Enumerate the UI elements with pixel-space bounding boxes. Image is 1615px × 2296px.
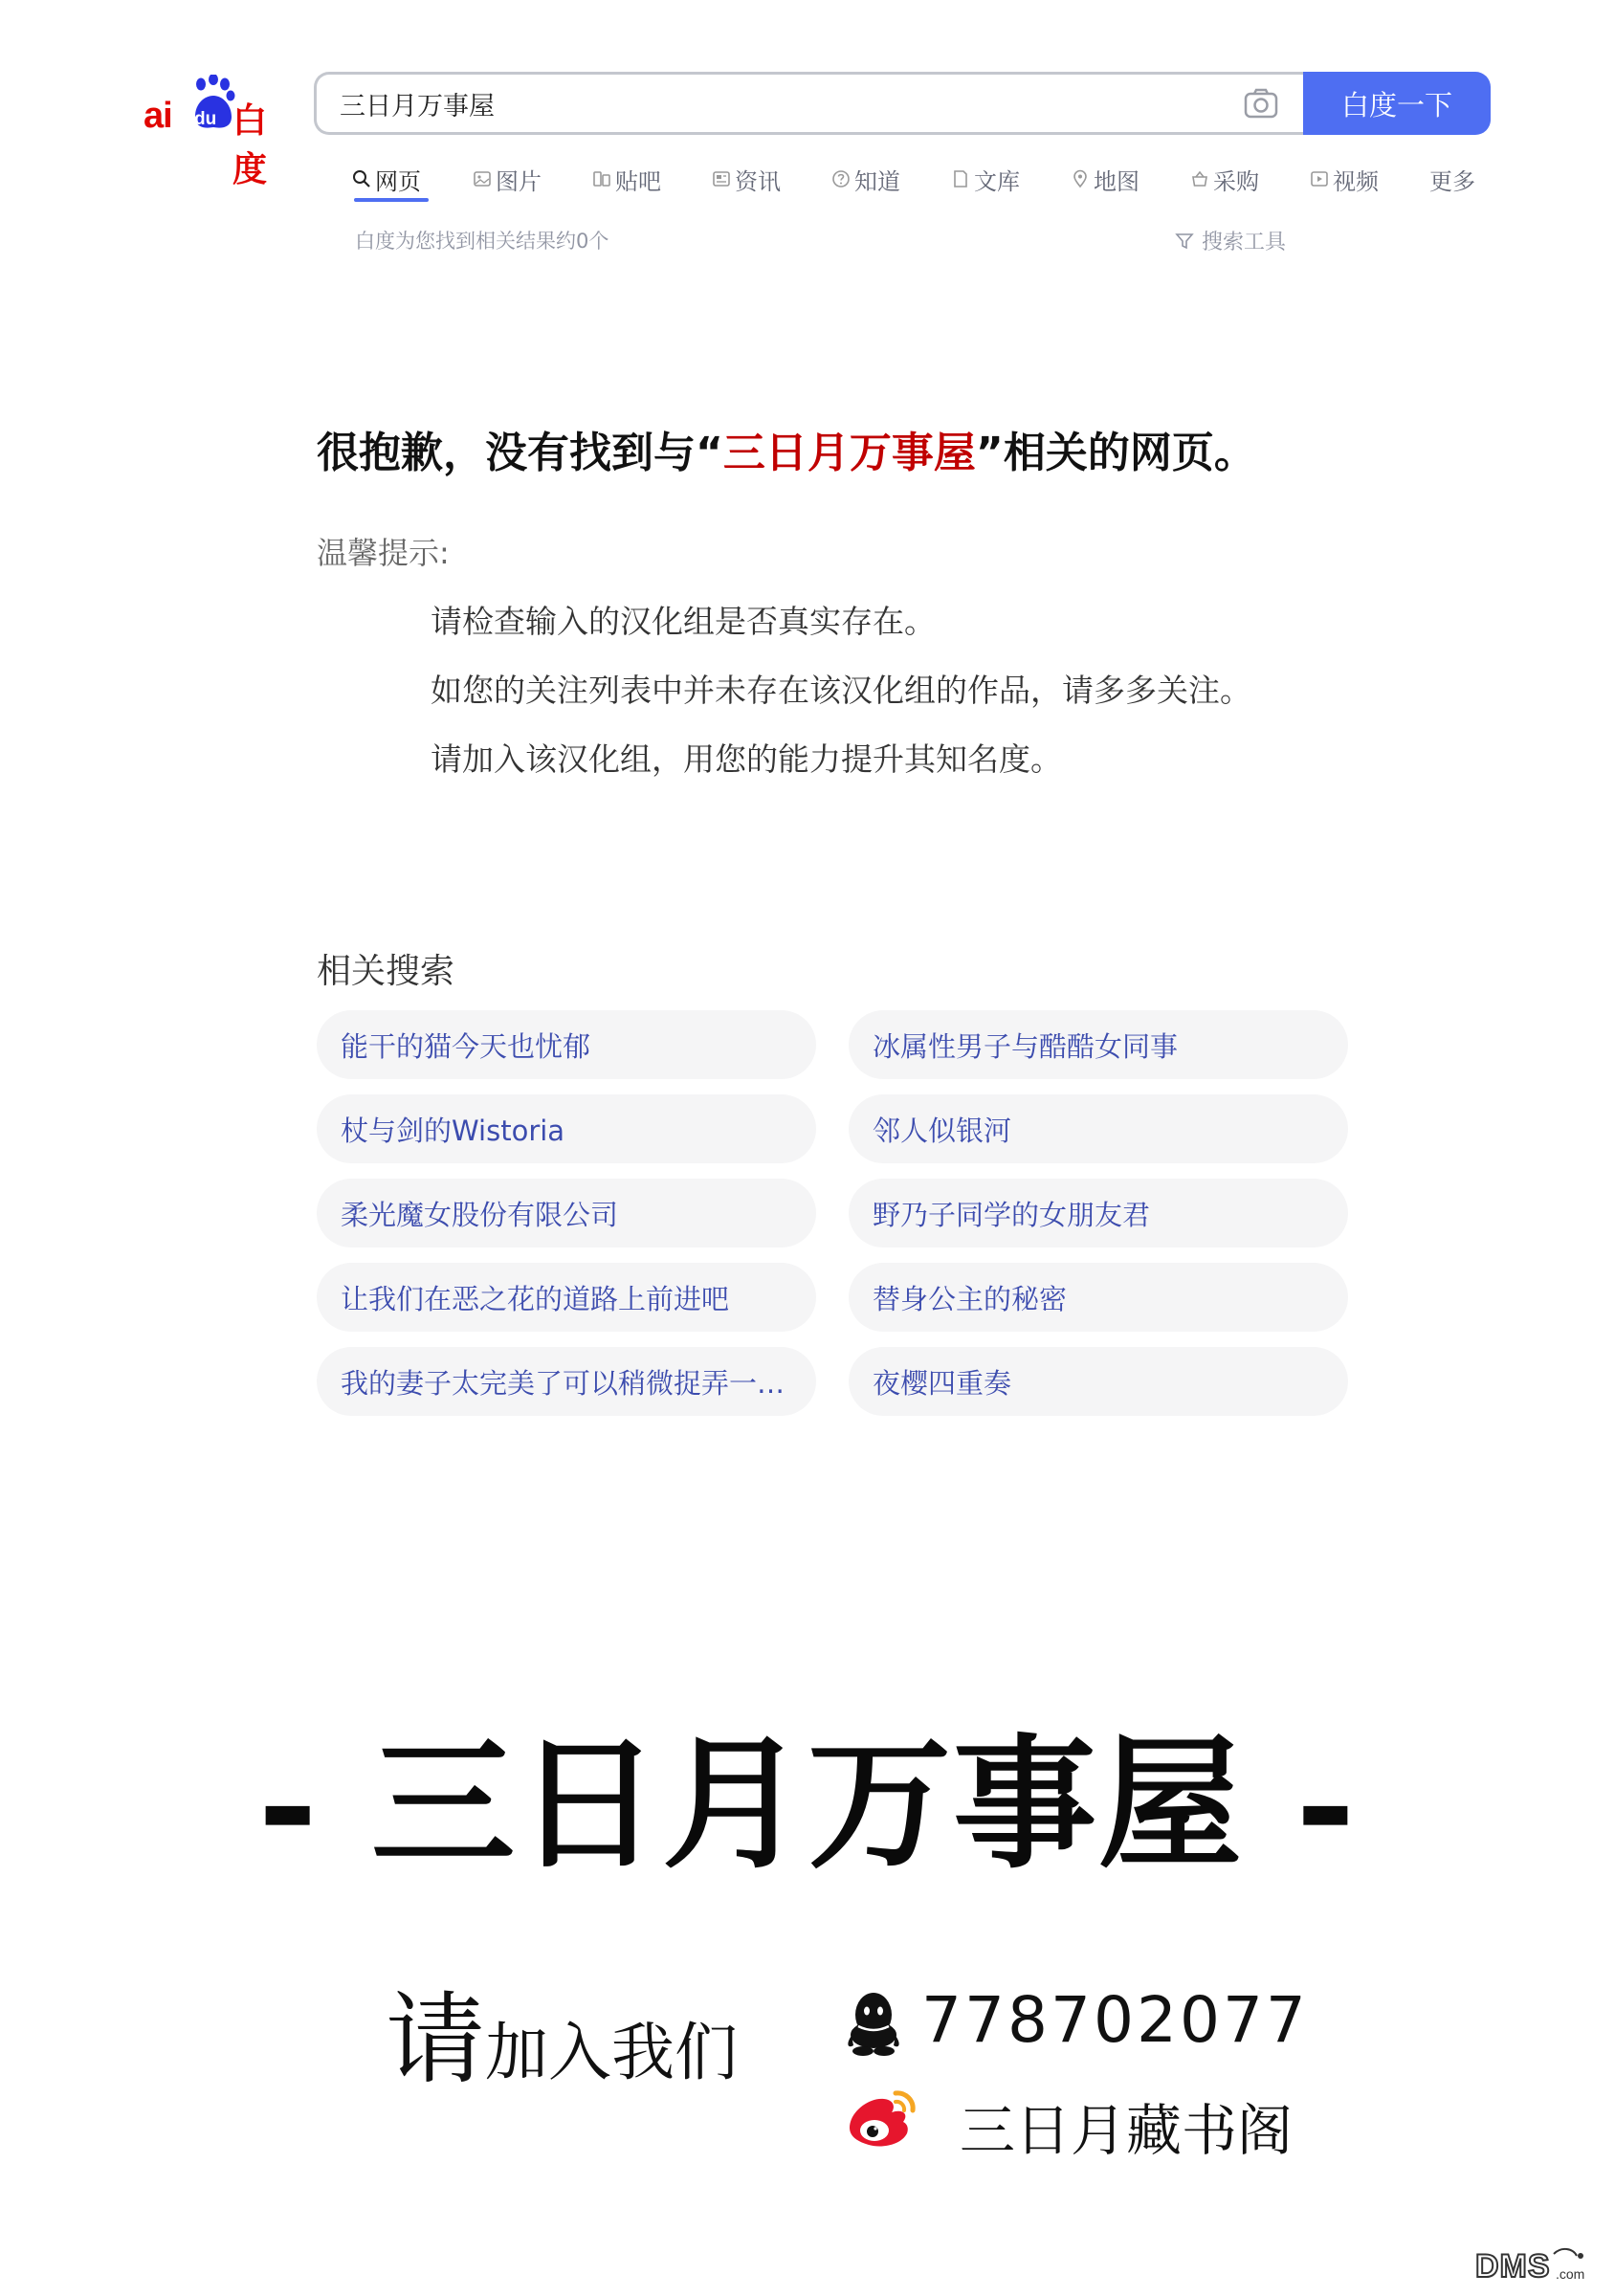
related-search-item[interactable]: 让我们在恶之花的道路上前进吧 xyxy=(317,1263,816,1332)
news-icon xyxy=(712,169,731,188)
tab-label: 文库 xyxy=(974,167,1020,195)
tab-label: 知道 xyxy=(854,167,900,195)
related-search-title: 相关搜索 xyxy=(317,952,455,991)
tab-video[interactable] xyxy=(1310,158,1379,200)
tab-map[interactable] xyxy=(1071,158,1139,200)
related-search-item[interactable]: 邻人似银河 xyxy=(849,1094,1348,1163)
tieba-icon xyxy=(592,169,611,188)
tab-tieba[interactable] xyxy=(592,158,661,200)
tab-more[interactable] xyxy=(1429,158,1475,200)
weibo-icon xyxy=(844,2086,920,2151)
qq-number: 778702077 xyxy=(921,1983,1309,2057)
logo-cn-text: 白度 xyxy=(232,101,268,189)
tab-zhidao[interactable] xyxy=(831,158,900,200)
tip-line: 如您的关注列表中并未存在该汉化组的作品，请多多关注。 xyxy=(431,672,1251,709)
svg-text:.com: .com xyxy=(1556,2266,1585,2282)
qq-icon xyxy=(844,1990,903,2057)
result-count: 白度为您找到相关结果约0个 xyxy=(355,230,609,253)
search-tools-button[interactable] xyxy=(1175,226,1286,255)
search-box xyxy=(314,72,1303,135)
group-title: - 三日月万事屋 - xyxy=(257,1720,1358,1888)
tab-label: 网页 xyxy=(375,167,421,195)
logo-ai-text: ai xyxy=(144,96,172,136)
tab-images[interactable] xyxy=(473,158,542,200)
shop-icon xyxy=(1190,169,1209,188)
question-icon xyxy=(831,169,851,188)
join-first-char: 请 xyxy=(386,1981,486,2098)
logo-du-text: du xyxy=(194,109,217,129)
map-pin-icon xyxy=(1071,169,1090,188)
svg-text:DMS: DMS xyxy=(1475,2248,1551,2285)
related-search-item[interactable]: 能干的猫今天也忧郁 xyxy=(317,1010,816,1079)
related-search-item[interactable]: 夜樱四重奏 xyxy=(849,1347,1348,1416)
camera-icon[interactable] xyxy=(1244,88,1278,119)
search-button[interactable]: 白度一下 xyxy=(1303,72,1491,135)
filter-icon xyxy=(1175,232,1194,251)
dmzj-watermark-logo xyxy=(1473,2244,1613,2285)
related-search-item[interactable]: 杖与剑的Wistoria xyxy=(317,1094,816,1163)
video-icon xyxy=(1310,169,1329,188)
tab-purchase[interactable] xyxy=(1190,158,1259,200)
tip-line: 请检查输入的汉化组是否真实存在。 xyxy=(431,603,936,640)
tab-label: 图片 xyxy=(496,167,542,195)
tab-label: 资讯 xyxy=(735,167,781,195)
related-search-item[interactable]: 柔光魔女股份有限公司 xyxy=(317,1179,816,1247)
no-result-prefix: 很抱歉，没有找到与“ xyxy=(317,429,723,477)
weibo-name: 三日月藏书阁 xyxy=(960,2098,1294,2163)
document-icon xyxy=(951,169,970,188)
tab-wenku[interactable] xyxy=(951,158,1020,200)
related-search-item[interactable]: 我的妻子太完美了可以稍微捉弄一… xyxy=(317,1347,816,1416)
tip-title: 温馨提示: xyxy=(317,535,450,571)
related-search-item[interactable]: 替身公主的秘密 xyxy=(849,1263,1348,1332)
tab-label: 地图 xyxy=(1094,167,1139,195)
tab-web[interactable] xyxy=(352,158,421,200)
tab-label: 贴吧 xyxy=(615,167,661,195)
search-tools-label: 搜索工具 xyxy=(1202,231,1287,254)
tab-label: 视频 xyxy=(1333,167,1379,195)
tab-label: 更多 xyxy=(1429,167,1475,195)
image-icon xyxy=(473,169,492,188)
no-result-keyword: 三日月万事屋 xyxy=(722,429,976,477)
related-search-item[interactable]: 冰属性男子与酷酷女同事 xyxy=(849,1010,1348,1079)
join-us-text xyxy=(386,1959,738,2103)
tab-news[interactable] xyxy=(712,158,781,200)
join-rest-text: 加入我们 xyxy=(485,2016,739,2089)
search-icon xyxy=(352,169,371,188)
tip-line: 请加入该汉化组，用您的能力提升其知名度。 xyxy=(431,740,1062,778)
search-input[interactable] xyxy=(340,75,1220,132)
baidu-logo[interactable] xyxy=(144,75,289,189)
tab-label: 采购 xyxy=(1213,167,1259,195)
no-result-message xyxy=(317,418,1256,479)
related-search-item[interactable]: 野乃子同学的女朋友君 xyxy=(849,1179,1348,1247)
active-tab-indicator xyxy=(354,198,429,202)
no-result-suffix: ”相关的网页。 xyxy=(975,429,1256,477)
